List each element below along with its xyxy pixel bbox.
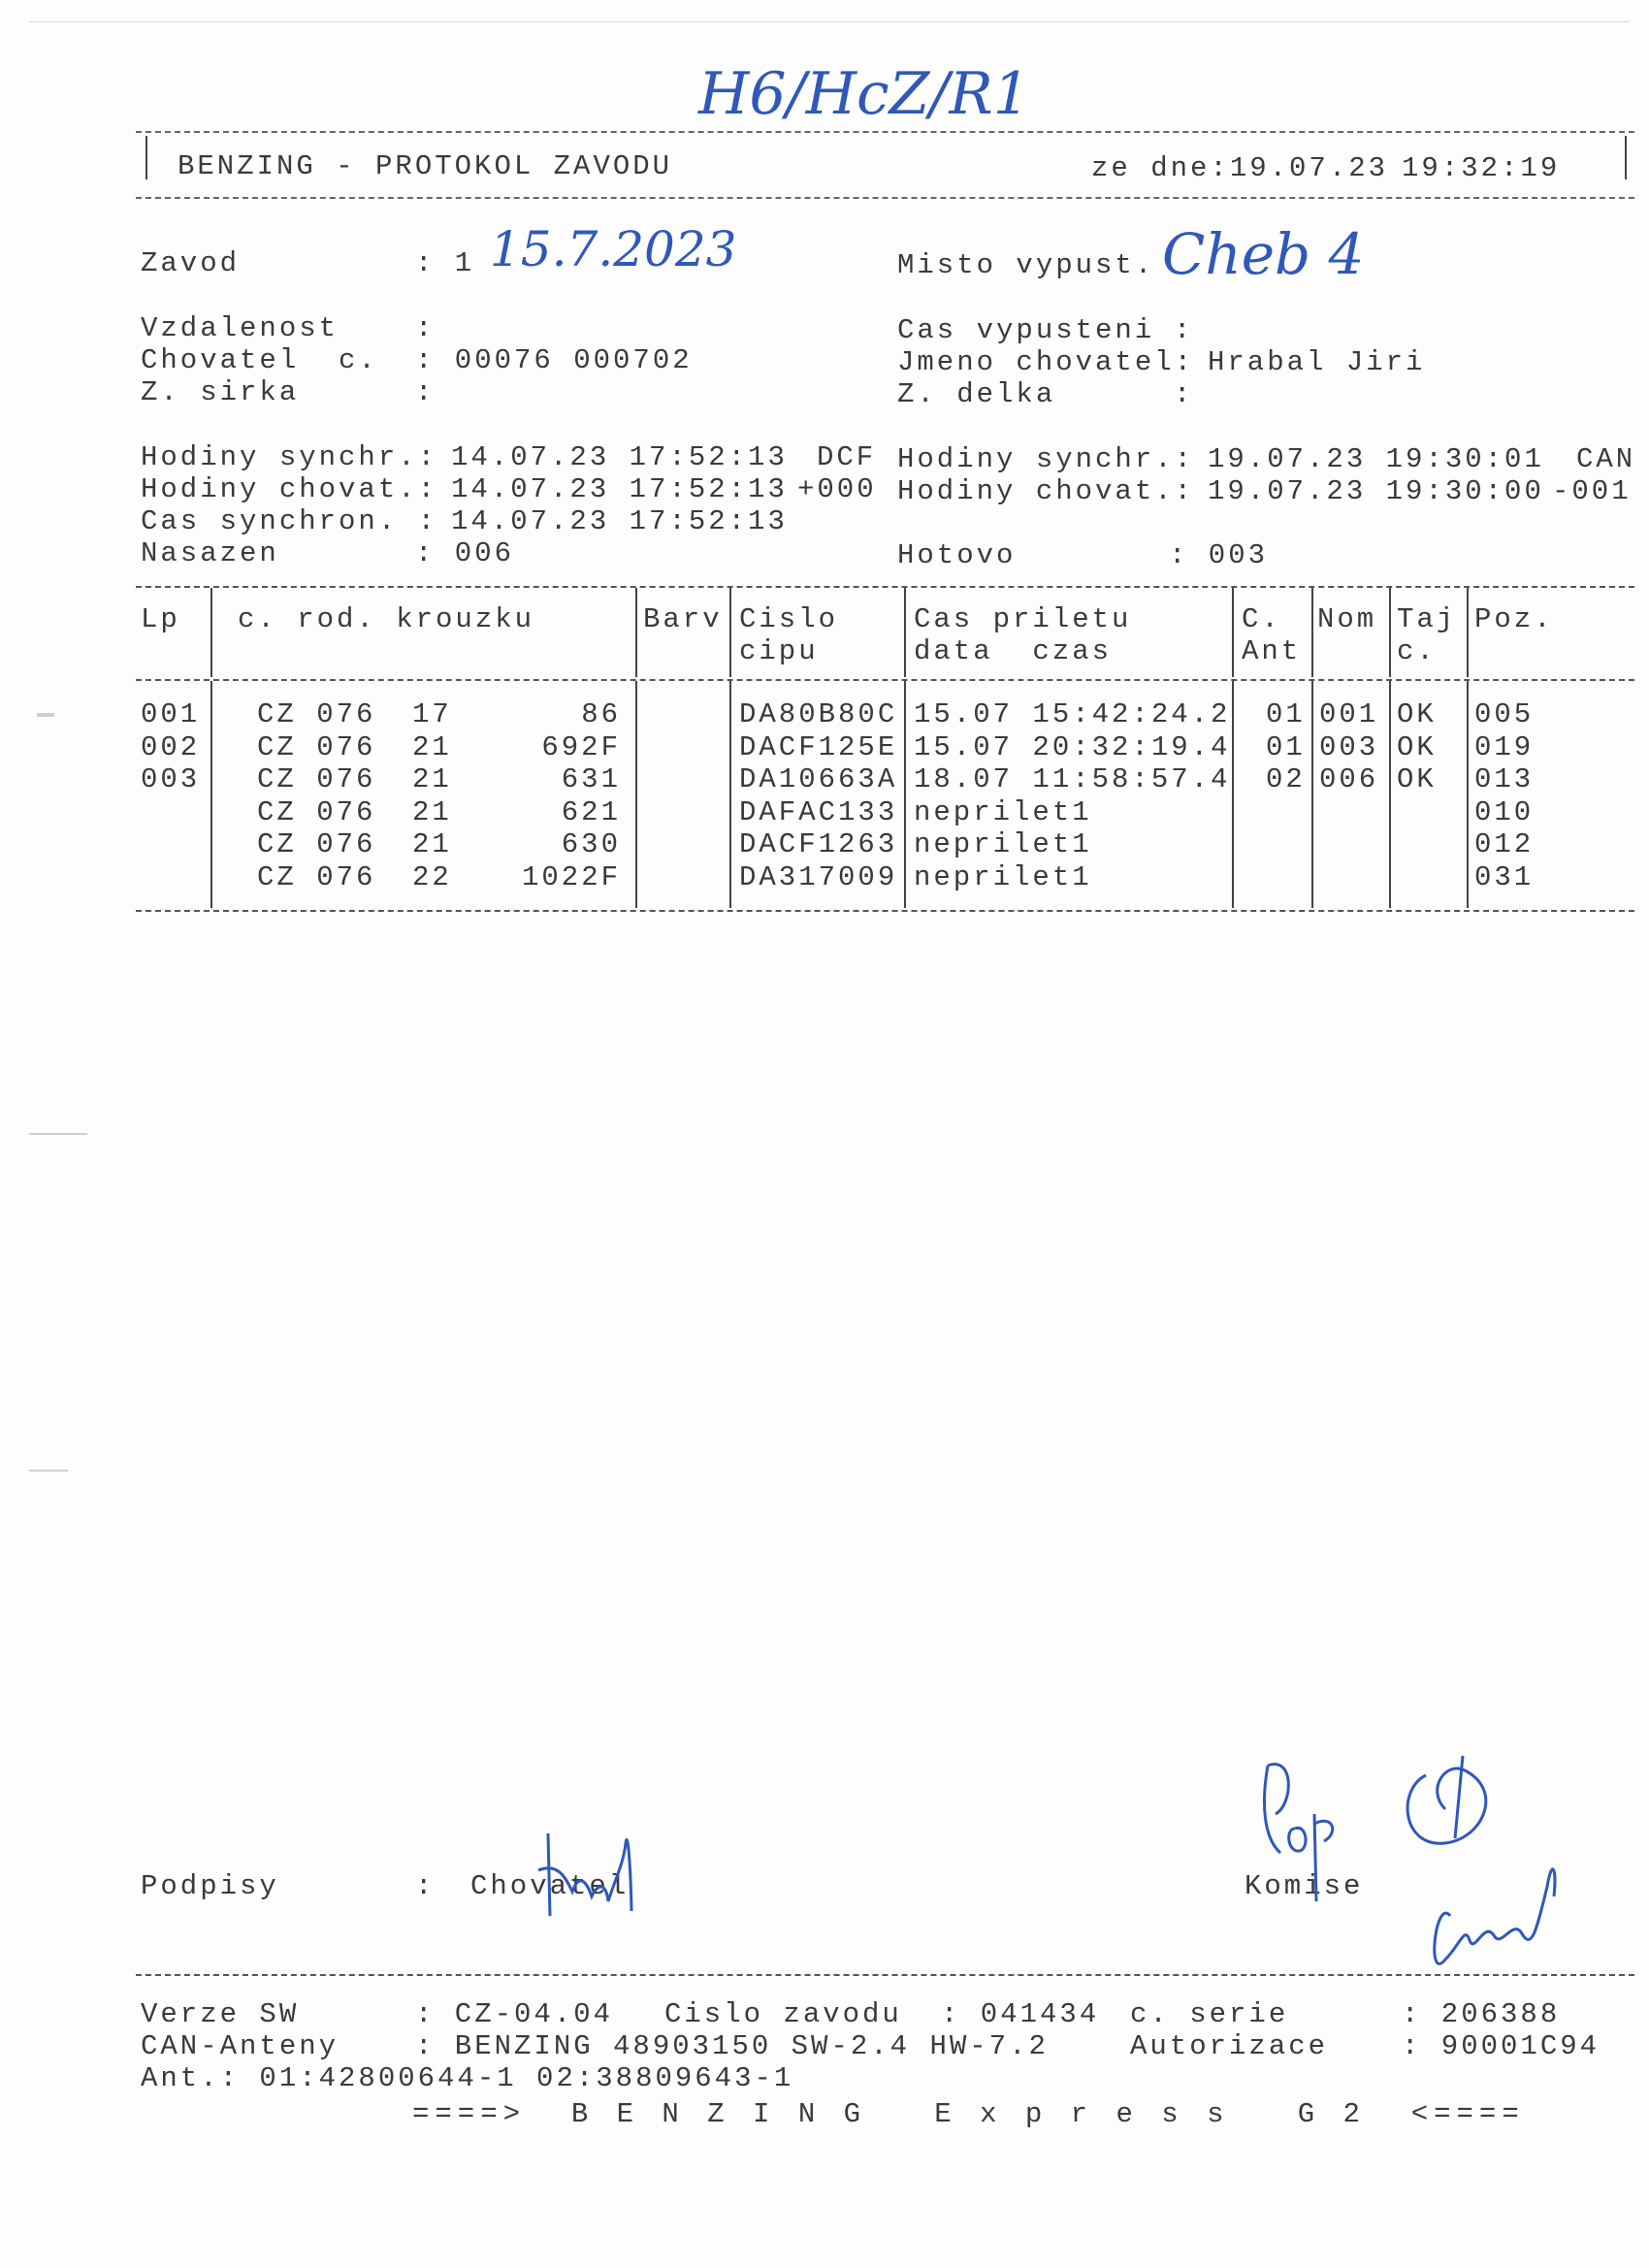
hotovo-label: Hotovo — [897, 539, 1017, 571]
cas-vypusteni-value: : — [1174, 314, 1194, 346]
sync-right-label-1: Hodiny synchr.: — [897, 443, 1195, 475]
cell-chip: DACF125E — [739, 730, 898, 763]
jmeno-label: Jmeno chovatel: — [897, 346, 1195, 378]
cell-ring-country: CZ 076 — [257, 763, 376, 795]
zsirka-value: : — [415, 376, 436, 408]
sync-left-value-2: 14.07.23 17:52:13 — [451, 473, 788, 505]
cell-ant: 01 — [1266, 698, 1306, 730]
cell-ring-year: 22 — [412, 860, 452, 893]
scan-speck — [29, 1133, 87, 1135]
nasazen-label: Nasazen — [141, 537, 279, 569]
col-sep — [729, 681, 731, 908]
report-date: ze dne:19.07.23 — [1091, 152, 1389, 184]
zdelka-label: Z. delka — [897, 378, 1056, 410]
cell-arrival: neprilet1 — [914, 860, 1092, 893]
col-sep — [1467, 588, 1469, 677]
sync-right-suffix-1: CAN — [1576, 443, 1636, 475]
scan-top-edge — [29, 21, 1630, 22]
sync-left-value-1: 14.07.23 17:52:13 — [451, 441, 788, 473]
autorizace-label: Autorizace — [1130, 2030, 1329, 2062]
header-bottom-border — [136, 197, 1634, 199]
th-poz: Poz. — [1474, 603, 1554, 635]
sync-right-label-2: Hodiny chovat.: — [897, 475, 1195, 507]
sync-left-label-1: Hodiny synchr.: — [141, 441, 438, 473]
zavod-value: : 1 — [415, 247, 475, 279]
verze-label: Verze SW — [141, 1998, 300, 2030]
cell-nom: 003 — [1319, 730, 1379, 763]
col-sep — [635, 588, 637, 677]
th-cipu: cipu — [739, 635, 819, 667]
col-sep — [1311, 588, 1313, 677]
cell-arrival: neprilet1 — [914, 795, 1092, 828]
komise-signature-2 — [1387, 1751, 1581, 1974]
col-sep — [1232, 588, 1234, 677]
th-barv: Barv — [643, 603, 723, 635]
cell-ring-number: 1022F — [521, 860, 621, 893]
serie-label: c. serie — [1130, 1998, 1289, 2030]
cell-ring-year: 17 — [412, 698, 452, 730]
col-sep — [1389, 681, 1391, 908]
chovatel-signature — [538, 1824, 674, 1930]
cell-lp: 001 — [141, 698, 201, 730]
cislo-zavodu-value: : 041434 — [941, 1998, 1100, 2030]
zsirka-label: Z. sirka — [141, 376, 300, 408]
th-taj-c: c. — [1397, 635, 1437, 667]
report-title: BENZING - PROTOKOL ZAVODU — [178, 150, 673, 182]
cell-arrival: 18.07 11:58:57.4 — [914, 763, 1231, 795]
col-sep — [1311, 681, 1313, 908]
cell-ring-number: 692F — [541, 730, 621, 763]
col-sep — [1389, 588, 1391, 677]
verze-value: : CZ-04.04 — [415, 1998, 614, 2030]
cislo-zavodu-label: Cislo zavodu — [664, 1998, 902, 2030]
cell-chip: DA317009 — [739, 860, 898, 893]
autorizace-value: : 90001C94 — [1402, 2030, 1600, 2062]
col-sep — [210, 681, 212, 908]
th-data-czas: data czas — [914, 635, 1113, 667]
col-sep — [635, 681, 637, 908]
th-taj: Taj — [1397, 603, 1457, 635]
handwritten-race-date: 15.7.2023 — [490, 221, 737, 277]
th-cas-priletu: Cas priletu — [914, 603, 1132, 635]
cell-nom: 006 — [1319, 763, 1379, 795]
cell-poz: 013 — [1474, 763, 1535, 795]
header-top-border — [136, 131, 1634, 133]
cell-ant: 02 — [1266, 763, 1306, 795]
cell-ring-year: 21 — [412, 763, 452, 795]
table-top-border — [136, 586, 1634, 588]
chovatel-value: : 00076 000702 — [415, 344, 693, 376]
cell-ring-number: 86 — [581, 698, 621, 730]
cell-ring-year: 21 — [412, 730, 452, 763]
cell-ring-year: 21 — [412, 828, 452, 860]
jmeno-value: Hrabal Jiri — [1208, 346, 1426, 378]
sync-right-value-2: 19.07.23 19:30:00 — [1208, 475, 1544, 507]
footer-border — [136, 1974, 1634, 1976]
col-sep — [210, 588, 212, 677]
scan-speck — [29, 1470, 68, 1472]
col-sep — [1467, 681, 1469, 908]
misto-label: Misto vypust. — [897, 249, 1155, 281]
cell-ring-year: 21 — [412, 795, 452, 828]
cell-poz: 012 — [1474, 828, 1535, 860]
cell-arrival: neprilet1 — [914, 828, 1092, 860]
sync-right-suffix-2: -001 — [1552, 475, 1632, 507]
sync-right-value-1: 19.07.23 19:30:01 — [1208, 443, 1544, 475]
handwritten-code: H6/HcZ/R1 — [698, 60, 1030, 128]
cell-taj: OK — [1397, 763, 1437, 795]
brand-banner: ====> B E N Z I N G E x p r e s s G 2 <==== — [412, 2098, 1525, 2130]
th-nom: Nom — [1317, 603, 1377, 635]
sync-left-label-2: Hodiny chovat.: — [141, 473, 438, 505]
can-value: : BENZING 48903150 SW-2.4 HW-7.2 — [415, 2030, 1049, 2062]
th-lp: Lp — [141, 603, 180, 635]
th-ant: Ant — [1242, 635, 1302, 667]
cell-lp: 003 — [141, 763, 201, 795]
zavod-label: Zavod — [141, 247, 241, 279]
th-krouzek: c. rod. krouzku — [238, 603, 535, 635]
col-sep — [904, 681, 906, 908]
podpisy-colon: : — [415, 1870, 436, 1902]
th-cislo: Cislo — [739, 603, 839, 635]
cell-poz: 031 — [1474, 860, 1535, 893]
cell-chip: DA80B80C — [739, 698, 898, 730]
cell-ring-number: 630 — [561, 828, 621, 860]
handwritten-release-place: Cheb 4 — [1162, 221, 1365, 287]
cell-chip: DA10663A — [739, 763, 898, 795]
cell-arrival: 15.07 20:32:19.4 — [914, 730, 1231, 763]
report-time: 19:32:19 — [1402, 152, 1561, 184]
cell-chip: DACF1263 — [739, 828, 898, 860]
cell-ring-country: CZ 076 — [257, 860, 376, 893]
sync-left-label-3: Cas synchron. : — [141, 505, 438, 537]
cell-chip: DAFAC133 — [739, 795, 898, 828]
cell-ring-number: 631 — [561, 763, 621, 795]
cell-taj: OK — [1397, 698, 1437, 730]
header-right-border — [1625, 136, 1627, 179]
col-sep — [1232, 681, 1234, 908]
cell-ring-country: CZ 076 — [257, 698, 376, 730]
nasazen-value: : 006 — [415, 537, 515, 569]
cell-taj: OK — [1397, 730, 1437, 763]
hotovo-value: : 003 — [1169, 539, 1269, 571]
komise-sign-label: Komise — [1245, 1870, 1364, 1902]
cell-poz: 010 — [1474, 795, 1535, 828]
header-left-border — [146, 136, 147, 179]
cell-ring-number: 621 — [561, 795, 621, 828]
podpisy-label: Podpisy — [141, 1870, 279, 1902]
table-header-border — [136, 679, 1634, 681]
cas-vypusteni-label: Cas vypusteni — [897, 314, 1155, 346]
cell-arrival: 15.07 15:42:24.2 — [914, 698, 1231, 730]
komise-signature-1 — [1256, 1746, 1363, 1911]
serie-value: : 206388 — [1402, 1998, 1561, 2030]
table-bottom-border — [136, 910, 1634, 912]
zdelka-value: : — [1174, 378, 1194, 410]
cell-ring-country: CZ 076 — [257, 795, 376, 828]
chovatel-label: Chovatel c. — [141, 344, 378, 376]
chovatel-sign-label: Chovatel — [470, 1870, 630, 1902]
vzdalenost-value: : — [415, 312, 436, 344]
cell-lp: 002 — [141, 730, 201, 763]
scan-speck — [37, 713, 54, 717]
vzdalenost-label: Vzdalenost — [141, 312, 340, 344]
antenna-line: Ant.: 01:42800644-1 02:38809643-1 — [141, 2062, 794, 2094]
th-c: C. — [1242, 603, 1281, 635]
can-label: CAN-Anteny — [141, 2030, 340, 2062]
col-sep — [729, 588, 731, 677]
cell-nom: 001 — [1319, 698, 1379, 730]
cell-ring-country: CZ 076 — [257, 828, 376, 860]
col-sep — [904, 588, 906, 677]
sync-left-suffix-2: +000 — [797, 473, 877, 505]
cell-ring-country: CZ 076 — [257, 730, 376, 763]
sync-left-value-3: 14.07.23 17:52:13 — [451, 505, 788, 537]
cell-ant: 01 — [1266, 730, 1306, 763]
cell-poz: 019 — [1474, 730, 1535, 763]
cell-poz: 005 — [1474, 698, 1535, 730]
sync-left-suffix-1: DCF — [817, 441, 877, 473]
